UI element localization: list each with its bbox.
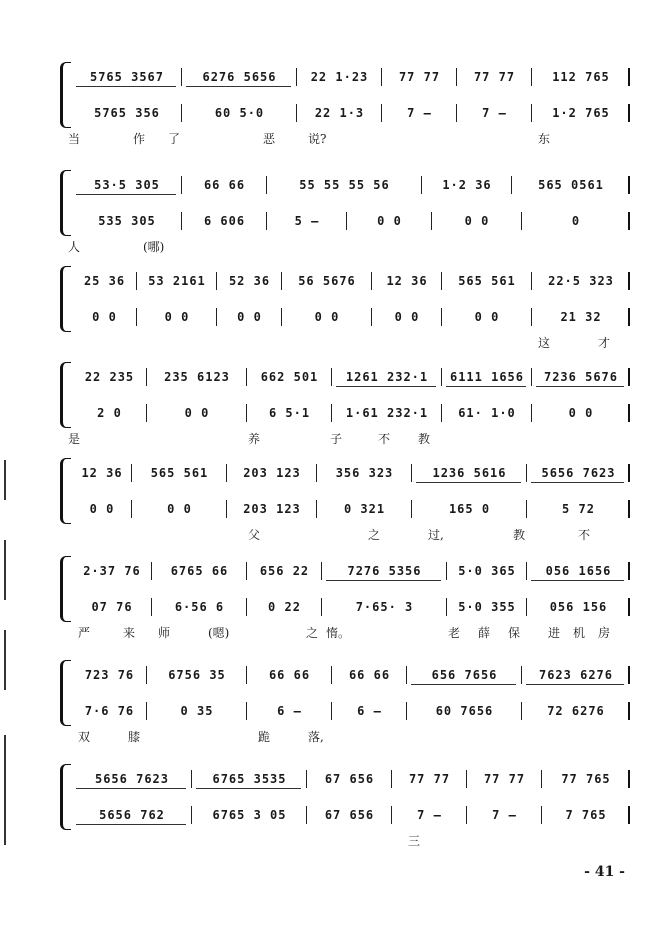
system-brace	[60, 458, 71, 524]
score-system	[60, 458, 630, 542]
lyric: 了	[168, 132, 181, 146]
lower-staff	[72, 700, 630, 722]
lyric: 当	[68, 132, 81, 146]
measure: 6765 3535	[192, 768, 307, 790]
lyrics-line	[68, 624, 630, 642]
lyric: 教	[513, 528, 526, 542]
measure: 77 77	[467, 768, 542, 790]
measure: 0 35	[147, 700, 247, 722]
lyric: 惰。	[326, 626, 351, 640]
measure: 66 66	[332, 664, 407, 686]
measure: 112 765	[532, 66, 630, 88]
measure: 2·37 76	[72, 560, 152, 582]
measure: 165 0	[412, 498, 527, 520]
lyric: 恶	[263, 132, 276, 146]
measure: 12 36	[72, 462, 132, 484]
lyric: 双	[78, 730, 91, 744]
measure: 22 1·23	[297, 66, 382, 88]
lyric: 养	[248, 432, 261, 446]
lower-staff	[72, 804, 630, 826]
lyric: 东	[538, 132, 551, 146]
system-brace	[60, 660, 71, 726]
measure: 565 561	[132, 462, 227, 484]
page-number: - 41 -	[584, 864, 625, 880]
measure: 1236 5616	[412, 462, 527, 484]
measure: 6·56 6	[152, 596, 247, 618]
measure: 0 0	[282, 306, 372, 328]
lyric: 是	[68, 432, 81, 446]
measure: 66 66	[247, 664, 332, 686]
measure: 1·61 232·1	[332, 402, 442, 424]
measure: 72 6276	[522, 700, 630, 722]
measure: 5·0 355	[447, 596, 527, 618]
measure: 0	[522, 210, 630, 232]
upper-staff	[72, 66, 630, 88]
measure: 7 765	[542, 804, 630, 826]
measure: 356 323	[317, 462, 412, 484]
lower-staff	[72, 498, 630, 520]
score-system	[60, 764, 630, 848]
measure: 656 7656	[407, 664, 522, 686]
lyric: 子	[330, 432, 343, 446]
measure: 60 7656	[407, 700, 522, 722]
upper-staff	[72, 768, 630, 790]
lyric: 之	[368, 528, 381, 542]
measure: 0 321	[317, 498, 412, 520]
measure: 5765 3567	[72, 66, 182, 88]
measure: 1·2 36	[422, 174, 512, 196]
upper-staff	[72, 462, 630, 484]
lyrics-line	[68, 334, 630, 352]
score-system	[60, 170, 630, 254]
lyric: 不	[578, 528, 591, 542]
upper-staff	[72, 174, 630, 196]
measure: 6276 5656	[182, 66, 297, 88]
system-brace	[60, 170, 71, 236]
measure: 7 —	[382, 102, 457, 124]
measure: 5656 7623	[72, 768, 192, 790]
lyric: 来	[123, 626, 136, 640]
measure: 235 6123	[147, 366, 247, 388]
measure: 67 656	[307, 804, 392, 826]
measure: 5 —	[267, 210, 347, 232]
lower-staff	[72, 402, 630, 424]
lyric: 才	[598, 336, 611, 350]
lyrics-line	[68, 430, 630, 448]
measure: 565 561	[442, 270, 532, 292]
lyric: 教	[418, 432, 431, 446]
measure: 6 —	[247, 700, 332, 722]
lyric: 保	[508, 626, 521, 640]
measure: 77 77	[457, 66, 532, 88]
lyric: 师	[158, 626, 171, 640]
score-system	[60, 556, 630, 640]
lyrics-line	[68, 238, 630, 256]
system-brace	[60, 62, 71, 128]
score-system	[60, 362, 630, 446]
system-brace	[60, 266, 71, 332]
measure: 656 22	[247, 560, 322, 582]
measure: 53 2161	[137, 270, 217, 292]
measure: 22·5 323	[532, 270, 630, 292]
margin-bar	[4, 540, 6, 600]
lyric: 膝	[128, 730, 141, 744]
score-system	[60, 266, 630, 350]
lyric: 薛	[478, 626, 491, 640]
lyric: 三	[408, 834, 421, 848]
measure: 0 0	[432, 210, 522, 232]
lyric: 机	[573, 626, 586, 640]
lower-staff	[72, 102, 630, 124]
lyric: 人	[68, 240, 81, 254]
measure: 7 —	[457, 102, 532, 124]
measure: 7236 5676	[532, 366, 630, 388]
measure: 56 5676	[282, 270, 372, 292]
measure: 0 0	[217, 306, 282, 328]
measure: 056 1656	[527, 560, 630, 582]
measure: 7 —	[467, 804, 542, 826]
measure: 66 66	[182, 174, 267, 196]
measure: 6 606	[182, 210, 267, 232]
measure: 535 305	[72, 210, 182, 232]
lower-staff	[72, 306, 630, 328]
measure: 6765 3 05	[192, 804, 307, 826]
measure: 0 0	[72, 306, 137, 328]
score-system	[60, 62, 630, 146]
measure: 07 76	[72, 596, 152, 618]
measure: 056 156	[527, 596, 630, 618]
lyric: (哪)	[143, 240, 165, 254]
lyric: 不	[378, 432, 391, 446]
lyric: 严	[78, 626, 91, 640]
measure: 60 5·0	[182, 102, 297, 124]
margin-bar	[4, 735, 6, 845]
upper-staff	[72, 270, 630, 292]
measure: 5765 356	[72, 102, 182, 124]
measure: 7623 6276	[522, 664, 630, 686]
measure: 0 0	[137, 306, 217, 328]
upper-staff	[72, 366, 630, 388]
measure: 1·2 765	[532, 102, 630, 124]
measure: 723 76	[72, 664, 147, 686]
measure: 0 0	[347, 210, 432, 232]
lyrics-line	[68, 130, 630, 148]
measure: 5656 7623	[527, 462, 630, 484]
lyric: (嗯)	[208, 626, 230, 640]
lyric: 这	[538, 336, 551, 350]
measure: 1261 232·1	[332, 366, 442, 388]
measure: 21 32	[532, 306, 630, 328]
measure: 0 0	[147, 402, 247, 424]
measure: 67 656	[307, 768, 392, 790]
measure: 662 501	[247, 366, 332, 388]
lyric: 过,	[428, 528, 444, 542]
measure: 22 1·3	[297, 102, 382, 124]
system-brace	[60, 764, 71, 830]
measure: 53·5 305	[72, 174, 182, 196]
measure: 203 123	[227, 498, 317, 520]
measure: 22 235	[72, 366, 147, 388]
lower-staff	[72, 210, 630, 232]
lyric: 老	[448, 626, 461, 640]
system-brace	[60, 556, 71, 622]
measure: 6111 1656	[442, 366, 532, 388]
lyrics-line	[68, 832, 630, 850]
measure: 7276 5356	[322, 560, 447, 582]
measure: 5·0 365	[447, 560, 527, 582]
measure: 0 0	[132, 498, 227, 520]
score-system	[60, 660, 630, 744]
measure: 61· 1·0	[442, 402, 532, 424]
measure: 203 123	[227, 462, 317, 484]
measure: 25 36	[72, 270, 137, 292]
measure: 5656 762	[72, 804, 192, 826]
margin-bar	[4, 460, 6, 500]
system-brace	[60, 362, 71, 428]
lyrics-line	[68, 526, 630, 544]
upper-staff	[72, 560, 630, 582]
upper-staff	[72, 664, 630, 686]
measure: 5 72	[527, 498, 630, 520]
measure: 0 22	[247, 596, 322, 618]
lyric: 说?	[308, 132, 327, 146]
measure: 6 5·1	[247, 402, 332, 424]
measure: 565 0561	[512, 174, 630, 196]
measure: 6765 66	[152, 560, 247, 582]
measure: 77 765	[542, 768, 630, 790]
measure: 6 —	[332, 700, 407, 722]
lyric: 作	[133, 132, 146, 146]
lyric: 跪	[258, 730, 271, 744]
measure: 7·6 76	[72, 700, 147, 722]
measure: 52 36	[217, 270, 282, 292]
measure: 12 36	[372, 270, 442, 292]
measure: 0 0	[372, 306, 442, 328]
measure: 7 —	[392, 804, 467, 826]
measure: 77 77	[392, 768, 467, 790]
margin-bar	[4, 630, 6, 690]
measure: 6756 35	[147, 664, 247, 686]
measure: 0 0	[72, 498, 132, 520]
lyric: 父	[248, 528, 261, 542]
lyric: 房	[598, 626, 611, 640]
lyric: 进	[548, 626, 561, 640]
measure: 55 55 55 56	[267, 174, 422, 196]
measure: 77 77	[382, 66, 457, 88]
lyric: 落,	[308, 730, 324, 744]
measure: 2 0	[72, 402, 147, 424]
lyric: 之	[306, 626, 319, 640]
measure: 7·65· 3	[322, 596, 447, 618]
measure: 0 0	[442, 306, 532, 328]
lyrics-line	[68, 728, 630, 746]
measure: 0 0	[532, 402, 630, 424]
lower-staff	[72, 596, 630, 618]
